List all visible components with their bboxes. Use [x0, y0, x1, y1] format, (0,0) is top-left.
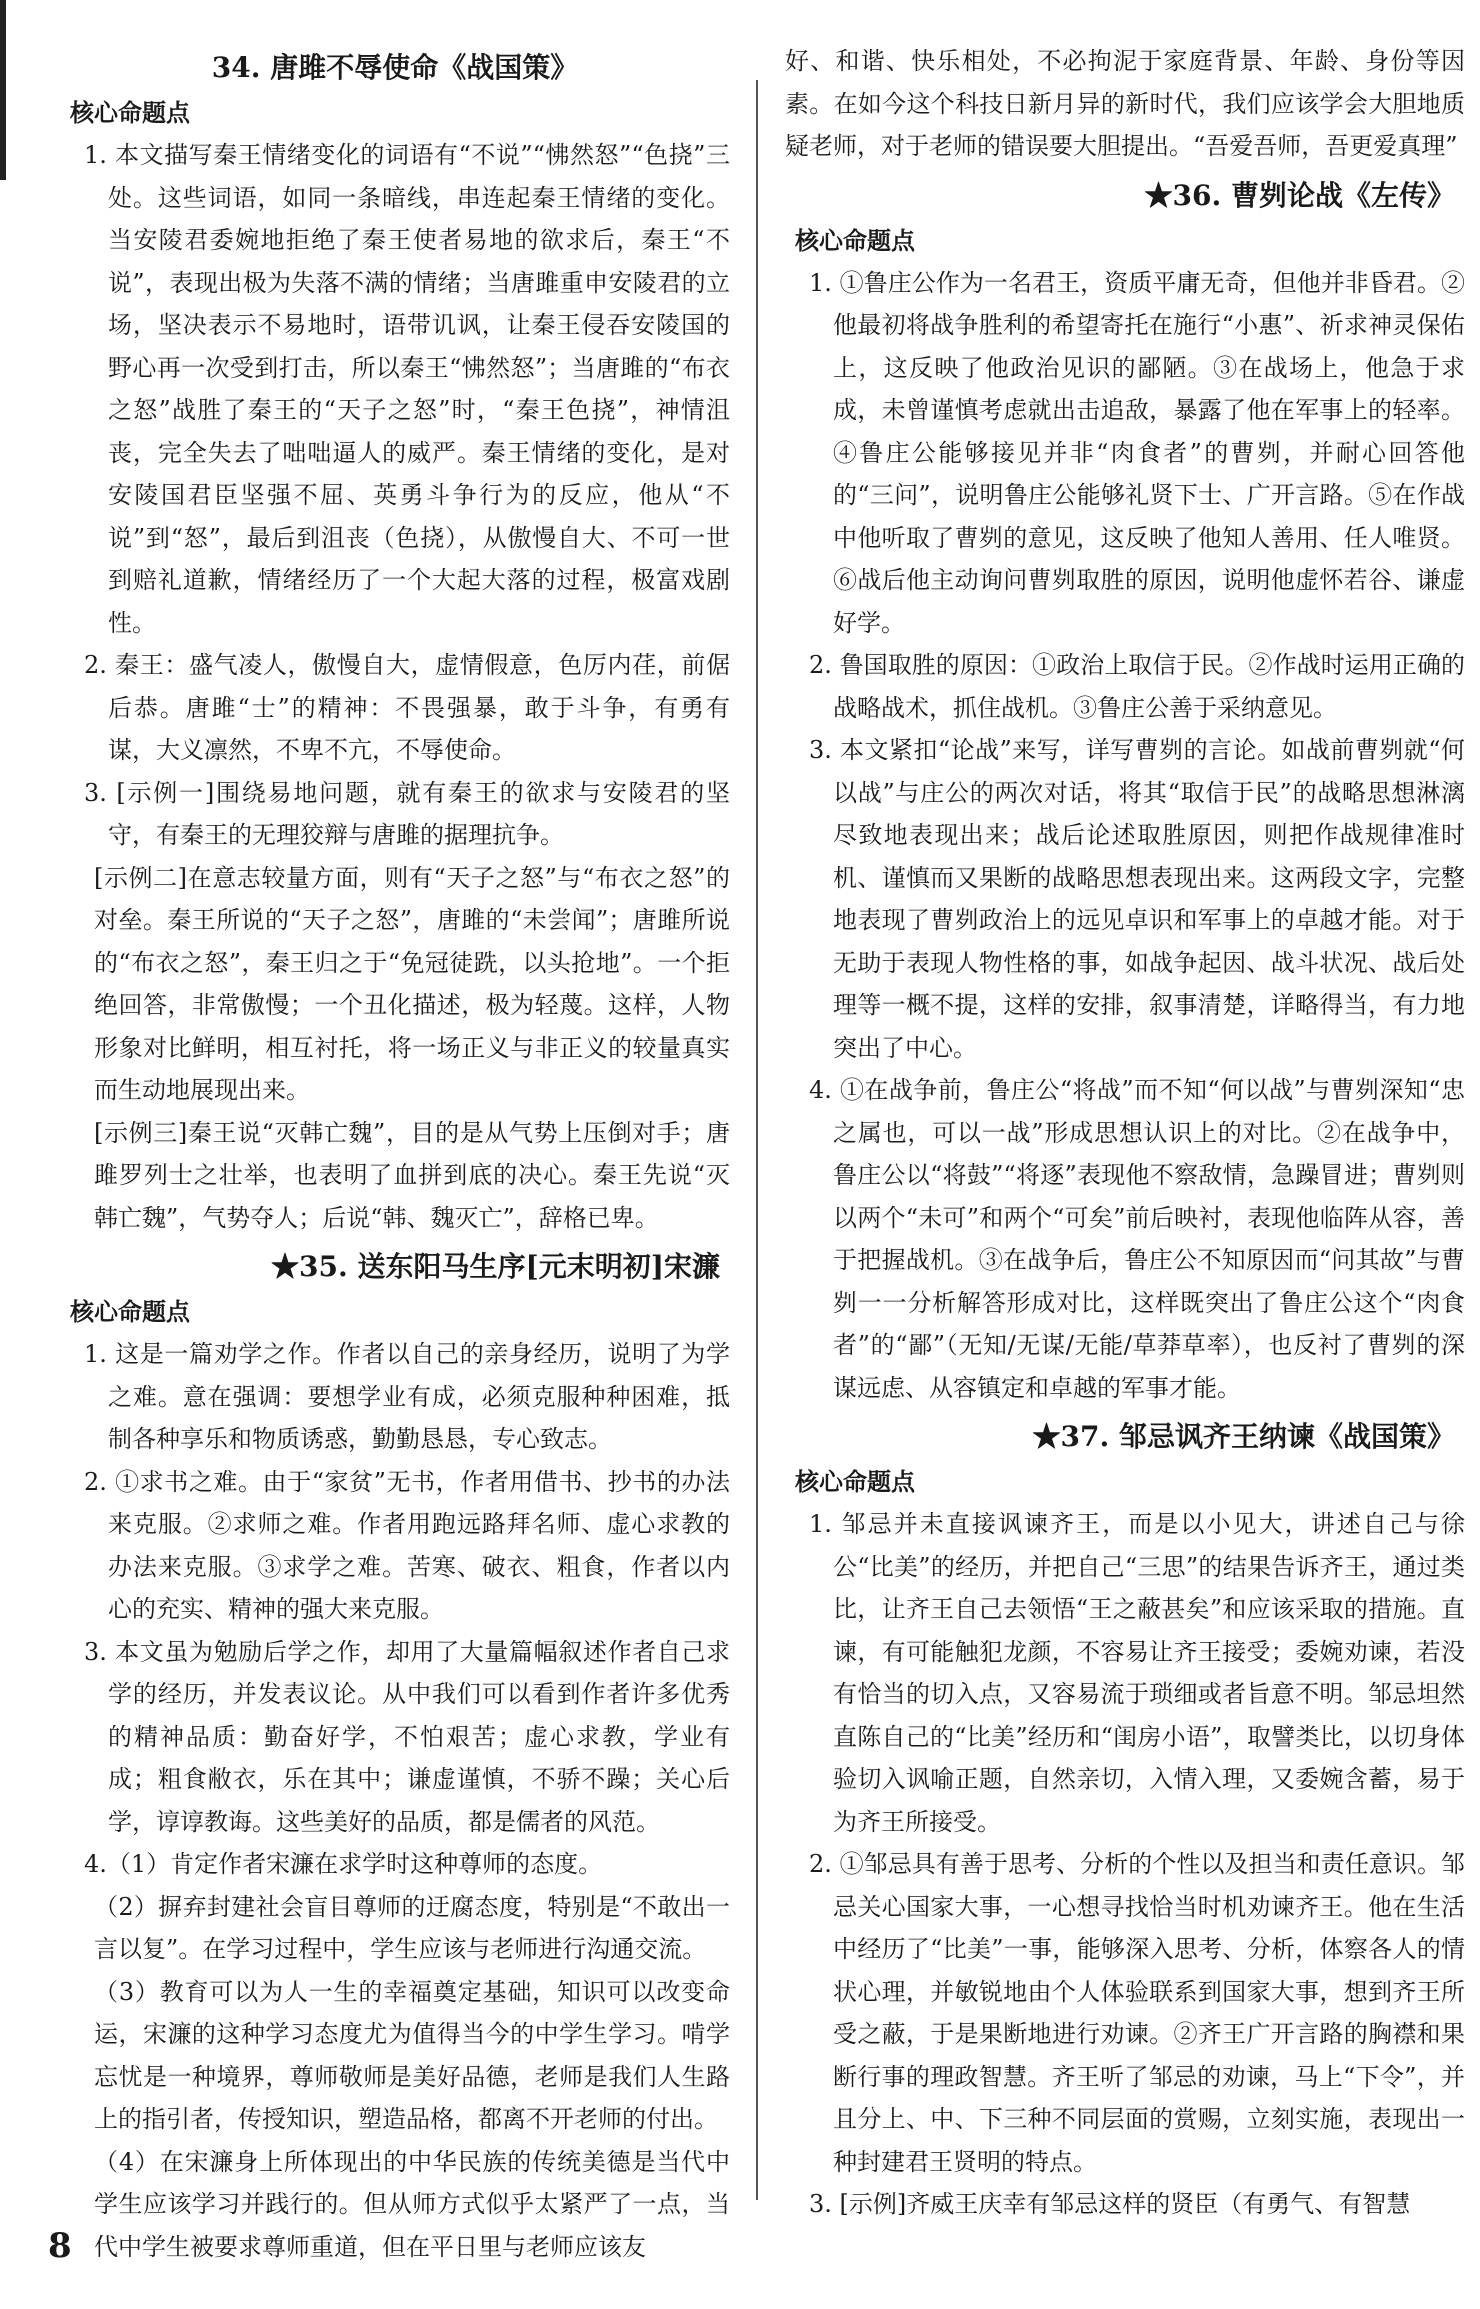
- s37-item-1: 1. 邹忌并未直接讽谏齐王，而是以小见大，讲述自己与徐公“比美”的经历，并把自己“三思”的结果告诉齐王，通过类比，让齐王自己去领悟“王之蔽甚矣”和应该采取的措施。直谏，有可能触犯龙颜，不容易让齐王接受；委婉劝谏，若没有恰当的切入点，又容易流于琐细或者旨意不明。邹忌坦然直陈自己的“比美”经历和“闺房小语”，取譬类比，以切身体验切入讽喻正题，自然亲切，入情入理，又委婉含蓄，易于为齐王所接受。: [809, 1510, 1465, 1836]
- s35-item-1: 1. 这是一篇劝学之作。作者以自己的亲身经历，说明了为学之难。意在强调：要想学业有成，必须克服种种困难，抵制各种享乐和物质诱惑，勤勤恳恳，专心致志。: [84, 1340, 730, 1453]
- column-divider: [756, 80, 758, 2200]
- s34-example-2: [示例二]在意志较量方面，则有“天子之怒”与“布衣之怒”的对垒。秦王所说的“天子之怒”，唐雎的“未尝闻”；唐雎所说的“布衣之怒”，秦王归之于“免冠徒跣，以头抢地”。一个拒绝回答，非常傲慢；一个丑化描述，极为轻蔑。这样，人物形象对比鲜明，相互衬托，将一场正义与非正义的较量真实而生动地展现出来。: [94, 863, 730, 1104]
- s35-continuation: 好、和谐、快乐相处，不必拘泥于家庭背景、年龄、身份等因素。在如今这个科技日新月异的新时代，我们应该学会大胆地质疑老师，对于老师的错误要大胆提出。“吾爱吾师，吾更爱真理”: [785, 47, 1465, 160]
- s35-item-4-3: （3）教育可以为人一生的幸福奠定基础，知识可以改变命运，宋濂的这种学习态度尤为值得当今的中学生学习。啃学忘忧是一种境界，尊师敬师是美好品德，老师是我们人生路上的指引者，传授知识，塑造品格，都离不开老师的付出。: [94, 1977, 730, 2133]
- page-number: 8: [48, 2226, 72, 2266]
- section-34-heading: 核心命题点: [70, 99, 190, 127]
- s35-item-4: 4.（1）肯定作者宋濂在求学时这种尊师的态度。: [84, 1850, 603, 1878]
- s34-item-1: 1. 本文描写秦王情绪变化的词语有“不说”“怫然怒”“色挠”三处。这些词语，如同一条暗线，串连起秦王情绪的变化。当安陵君委婉地拒绝了秦王使者易地的欲求后，秦王“不说”，表现出极为失落不满的情绪；当唐雎重申安陵君的立场，坚决表示不易地时，语带讥讽，让秦王侵吞安陵国的野心再一次受到打击，所以秦王“怫然怒”；当唐雎的“布衣之怒”战胜了秦王的“天子之怒”时，“秦王色挠”，神情沮丧，完全失去了咄咄逼人的威严。秦王情绪的变化，是对安陵国君臣坚强不屈、英勇斗争行为的反应，他从“不说”到“怒”，最后到沮丧（色挠），从傲慢自大、不可一世到赔礼道歉，情绪经历了一个大起大落的过程，极富戏剧性。: [84, 141, 730, 637]
- section-35-heading: 核心命题点: [70, 1298, 190, 1326]
- s35-item-2: 2. ①求书之难。由于“家贫”无书，作者用借书、抄书的办法来克服。②求师之难。作者用跑远路拜名师、虚心求教的办法来克服。③求学之难。苦寒、破衣、粗食，作者以内心的充实、精神的强大来克服。: [84, 1467, 730, 1623]
- section-35-title: ★35. 送东阳马生序[元末明初]宋濂: [271, 1250, 720, 1283]
- s34-example-3: [示例三]秦王说“灭韩亡魏”，目的是从气势上压倒对手；唐雎罗列士之壮举，也表明了血拼到底的决心。秦王先说“灭韩亡魏”，气势夺人；后说“韩、魏灭亡”，辞格已卑。: [94, 1118, 730, 1232]
- s35-item-4-4: （4）在宋濂身上所体现出的中华民族的传统美德是当代中学生应该学习并践行的。但从师方式似乎太紧严了一点，当代中学生被要求尊师重道，但在平日里与老师应该友: [94, 2147, 730, 2261]
- s36-item-2: 2. 鲁国取胜的原因：①政治上取信于民。②作战时运用正确的战略战术，抓住战机。③鲁庄公善于采纳意见。: [809, 651, 1465, 722]
- s36-item-3: 3. 本文紧扣“论战”来写，详写曹刿的言论。如战前曹刿就“何以战”与庄公的两次对话，将其“取信于民”的战略思想淋漓尽致地表现出来；战后论述取胜原因，则把作战规律准时机、谨慎而又果断的战略思想表现出来。这两段文字，完整地表现了曹刿政治上的远见卓识和军事上的卓越才能。对于无助于表现人物性格的事，如战争起因、战斗状况、战后处理等一概不提，这样的安排，叙事清楚，详略得当，有力地突出了中心。: [809, 736, 1465, 1062]
- section-37-title: ★37. 邹忌讽齐王纳谏《战国策》: [1032, 1420, 1455, 1453]
- s37-item-3: 3. [示例]齐威王庆幸有邹忌这样的贤臣（有勇气、有智慧: [809, 2190, 1411, 2218]
- right-column: [785, 40, 1465, 2226]
- binding-edge: [0, 0, 6, 180]
- section-34-title: 34. 唐雎不辱使命《战国策》: [211, 51, 579, 84]
- s34-item-3: 3. [示例一]围绕易地问题，就有秦王的欲求与安陵君的坚守，有秦王的无理狡辩与唐雎的据理抗争。: [84, 778, 730, 849]
- s35-item-3: 3. 本文虽为勉励后学之作，却用了大量篇幅叙述作者自己求学的经历，并发表议论。从中我们可以看到作者许多优秀的精神品质：勤奋好学，不怕艰苦；虚心求教，学业有成；粗食敝衣，乐在其中；谦虚谨慎，不骄不躁；关心后学，谆谆教诲。这些美好的品质，都是儒者的风范。: [84, 1637, 730, 1836]
- section-36-heading: 核心命题点: [795, 226, 915, 255]
- s34-item-2: 2. 秦王：盛气凌人，傲慢自大，虚情假意，色厉内荏，前倨后恭。唐雎“士”的精神：不畏强暴，敢于斗争，有勇有谋，大义凛然，不卑不亢，不辱使命。: [84, 651, 730, 764]
- s36-item-4: 4. ①在战争前，鲁庄公“将战”而不知“何以战”与曹刿深知“忠之属也，可以一战”形成思想认识上的对比。②在战争中，鲁庄公以“将鼓”“将逐”表现他不察敌情，急躁冒进；曹刿则以两个“未可”和两个“可矣”前后映衬，表现他临阵从容，善于把握战机。③在战争后，鲁庄公不知原因而“问其故”与曹刿一一分析解答形成对比，这样既突出了鲁庄公这个“肉食者”的“鄙”（无知/无谋/无能/草莽草率），也反衬了曹刿的深谋远虑、从容镇定和卓越的军事才能。: [809, 1076, 1465, 1402]
- s37-item-2: 2. ①邹忌具有善于思考、分析的个性以及担当和责任意识。邹忌关心国家大事，一心想寻找恰当时机劝谏齐王。他在生活中经历了“比美”一事，能够深入思考、分析，体察各人的情状心理，并敏锐地由个人体验联系到国家大事，想到齐王所受之蔽，于是果断地进行劝谏。②齐王广开言路的胸襟和果断行事的理政智慧。齐王听了邹忌的劝谏，马上“下令”，并且分上、中、下三种不同层面的赏赐，立刻实施，表现出一种封建君王贤明的特点。: [809, 1850, 1465, 2176]
- s35-item-4-2: （2）摒弃封建社会盲目尊师的迂腐态度，特别是“不敢出一言以复”。在学习过程中，学生应该与老师进行沟通交流。: [94, 1892, 730, 1963]
- section-37-heading: 核心命题点: [795, 1468, 915, 1496]
- section-36-title: ★36. 曹刿论战《左传》: [1144, 178, 1455, 212]
- s36-item-1: 1. ①鲁庄公作为一名君王，资质平庸无奇，但他并非昏君。②他最初将战争胜利的希望寄托在施行“小惠”、祈求神灵保佑上，这反映了他政治见识的鄙陋。③在战场上，他急于求成，未曾谨慎考虑就出击追敌，暴露了他在军事上的轻率。④鲁庄公能够接见并非“肉食者”的曹刿，并耐心回答他的“三问”，说明鲁庄公能够礼贤下士、广开言路。⑤在作战中他听取了曹刿的意见，这反映了他知人善用、任人唯贤。⑥战后他主动询问曹刿取胜的原因，说明他虚怀若谷、谦虚好学。: [809, 268, 1465, 637]
- left-column: [60, 40, 730, 2268]
